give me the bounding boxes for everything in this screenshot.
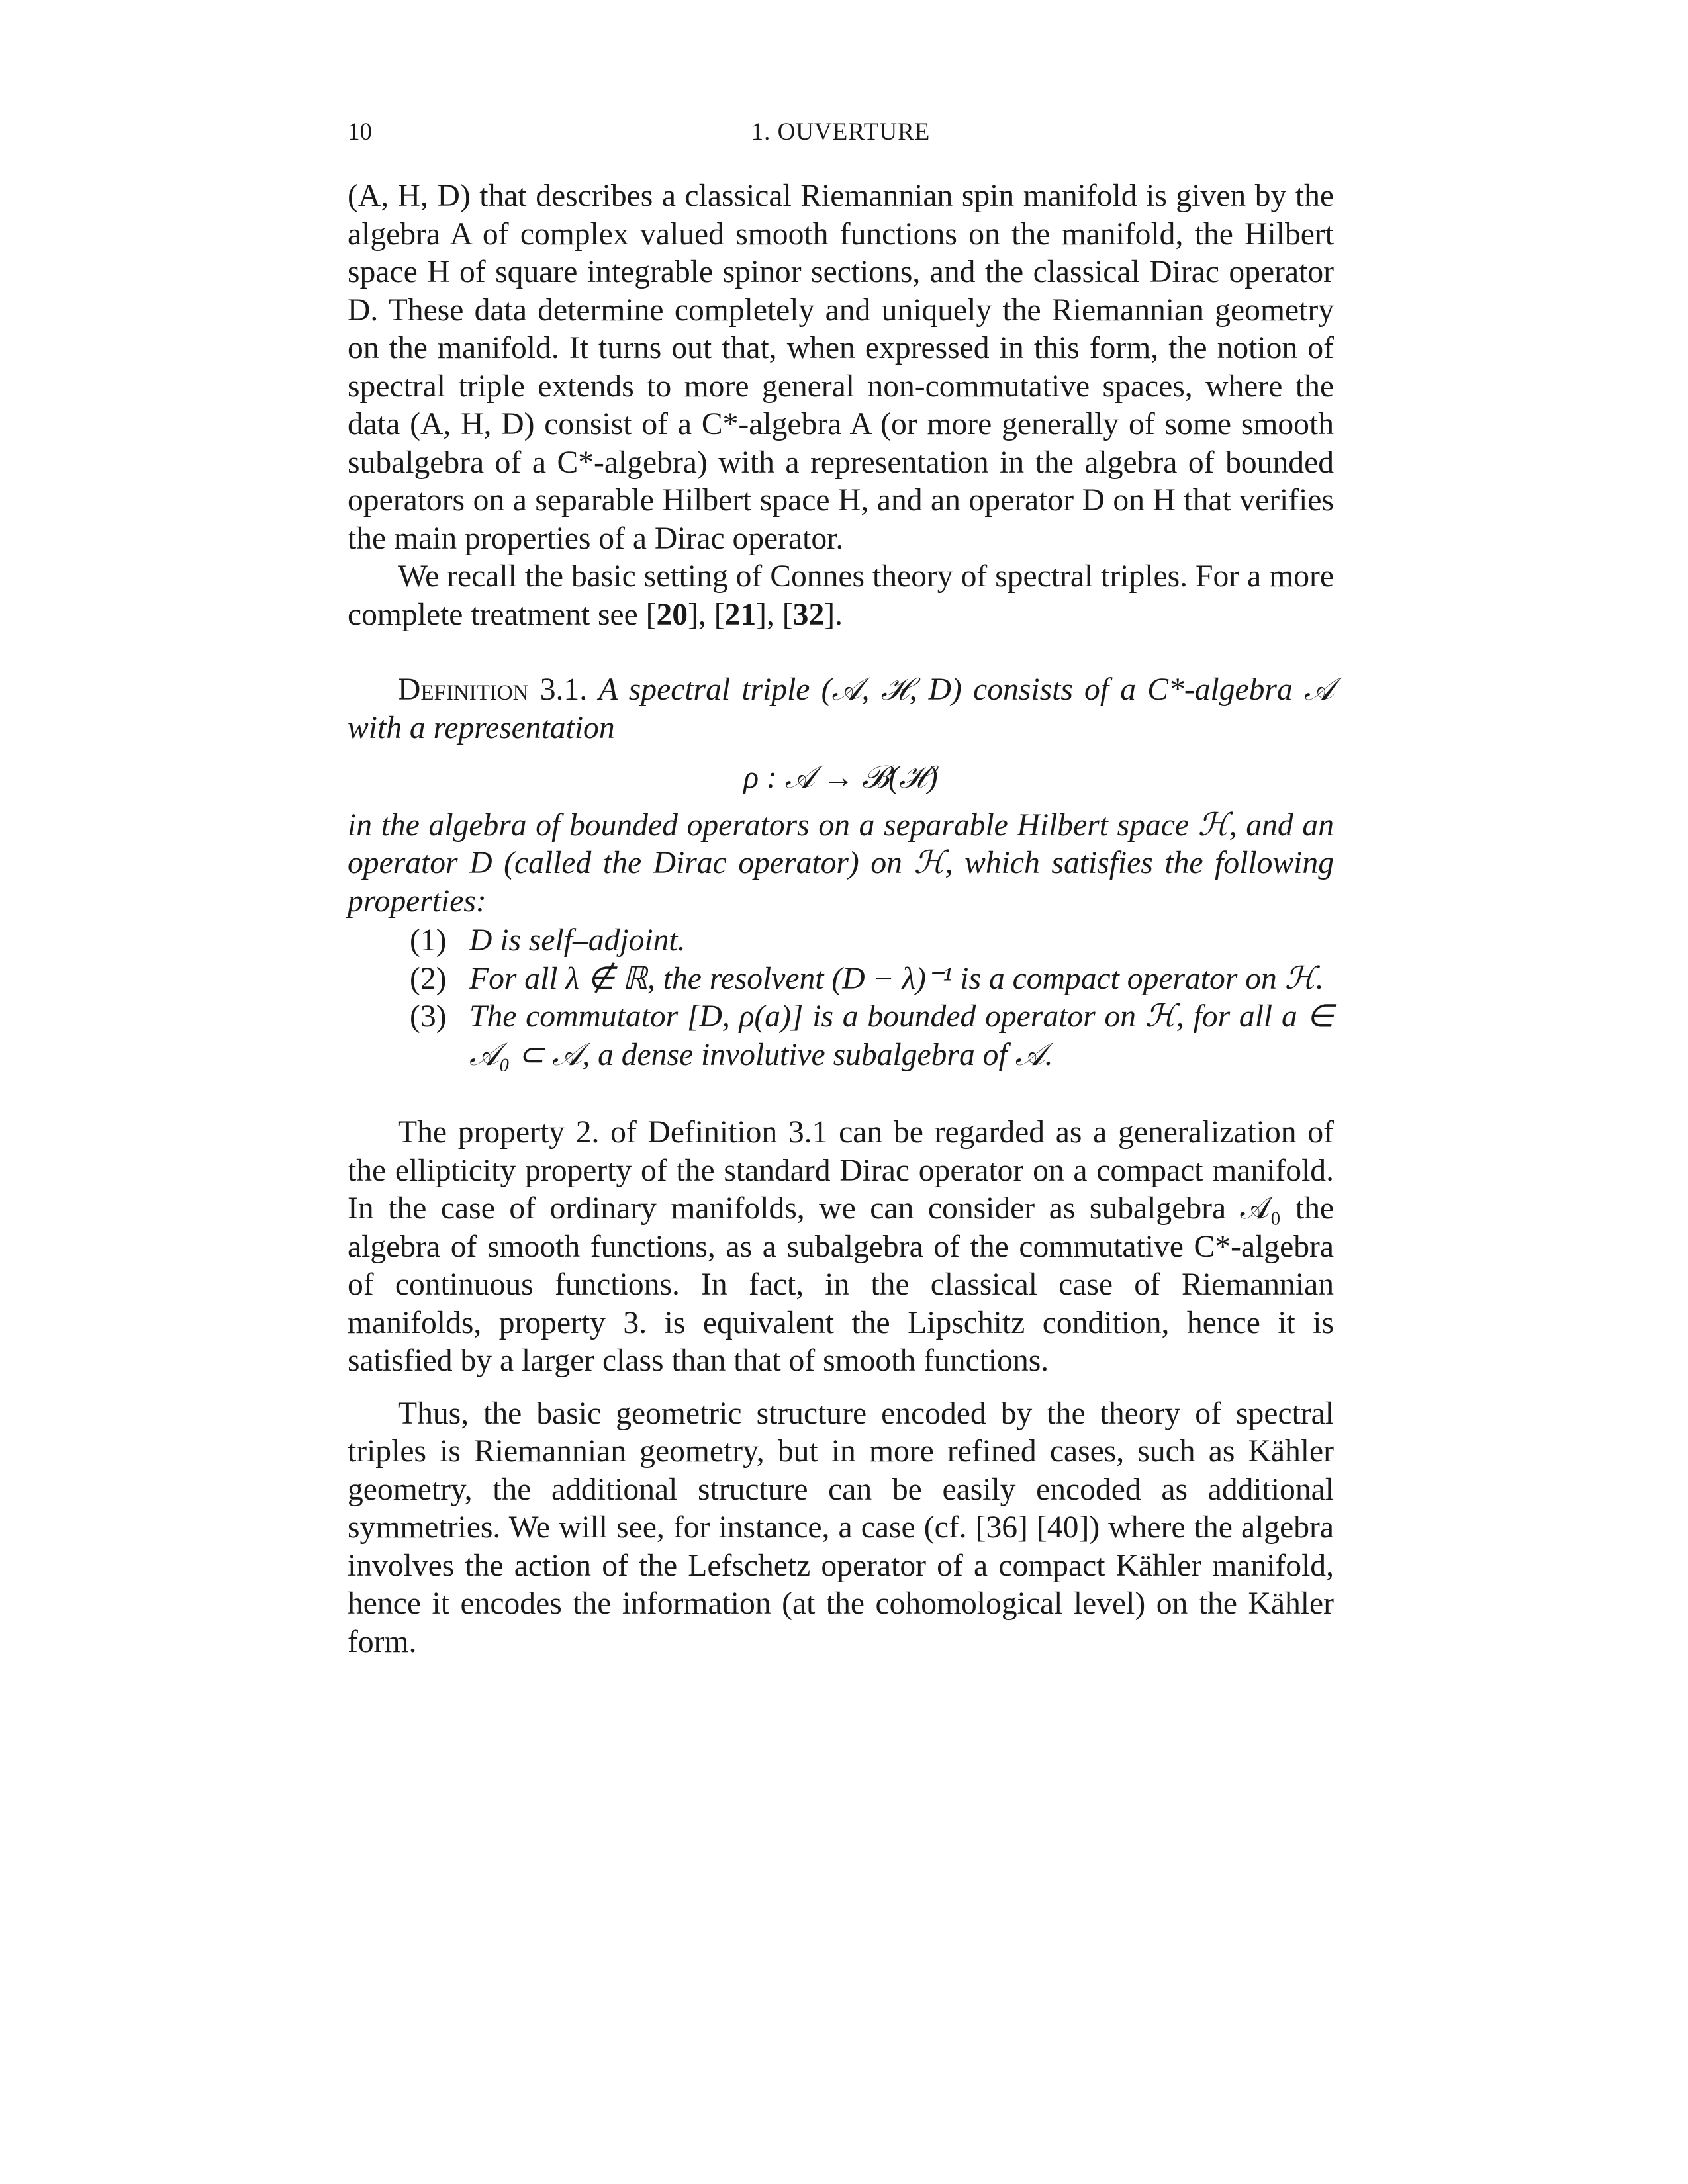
paragraph-3: The property 2. of Definition 3.1 can be regarded as a generalization of the ellipticity property of the standard Dirac operator on a compact manifold. In the case of ordinary manifolds, we can consider as subalgebra 𝒜₀ the algebra of smooth functions, as a subalgebra of the commutative C*-algebra of continuous functions. In fact, in the classical case of Riemannian manifolds, property 3. is equivalent the Lipschitz condition, hence it is satisfied by a larger class than that of smooth functions. <box>348 1115 1334 1378</box>
list-item <box>348 922 1334 960</box>
definition-statement: A spectral triple (𝒜, ℋ, D) consists of a C*-algebra 𝒜 with a representation <box>348 672 1334 745</box>
running-header <box>348 118 1334 155</box>
citation-32: 32 <box>792 597 825 632</box>
definition-intro <box>348 671 1334 747</box>
item-text: The commutator [D, ρ(a)] is a bounded operator on ℋ, for all a ∈ 𝒜₀ ⊂ 𝒜, a dense involutive subalgebra of 𝒜. <box>469 999 1334 1072</box>
text-body <box>348 177 1334 1661</box>
page-number: 10 <box>348 118 372 146</box>
citation-21: 21 <box>724 597 757 632</box>
item-text: For all λ ∉ ℝ, the resolvent (D − λ)⁻¹ is a compact operator on ℋ. <box>469 961 1324 996</box>
item-text: D is self–adjoint. <box>469 923 686 958</box>
property-list <box>348 922 1334 1074</box>
paragraph-4: Thus, the basic geometric structure encoded by the theory of spectral triples is Riemannian geometry, but in more refined cases, such as Kähler geometry, the additional structure can be easily encoded as additional symmetries. We will see, for instance, a case (cf. [36] [40]) where the algebra involves the action of the Lefschetz operator of a compact Kähler manifold, hence it encodes the information (at the cohomological level) on the Kähler form. <box>348 1396 1334 1659</box>
display-formula: ρ : 𝒜 → ℬ(ℋ) <box>743 760 938 795</box>
definition-continuation: in the algebra of bounded operators on a separable Hilbert space ℋ, and an operator D (called the Dirac operator) on ℋ, which satisfies the following properties: <box>348 807 1334 919</box>
list-item <box>348 998 1334 1074</box>
paragraph-1: (A, H, D) that describes a classical Riemannian spin manifold is given by the algebra A of complex valued smooth functions on the manifold, the Hilbert space H of square integrable spinor sections, and the classical Dirac operator D. These data determine completely and uniquely the Riemannian geometry on the manifold. It turns out that, when expressed in this form, the notion of spectral triple extends to more general non-commutative spaces, where the data (A, H, D) consist of a C*-algebra A (or more generally of some smooth subalgebra of a C*-algebra) with a representation in the algebra of bounded operators on a separable Hilbert space H, and an operator D on H that verifies the main properties of a Dirac operator. <box>348 179 1334 556</box>
item-number: (1) <box>410 923 447 958</box>
definition-label: Definition <box>398 672 529 707</box>
paragraph-2: We recall the basic setting of Connes theory of spectral triples. For a more complete treatment see [20], [21], [32]. <box>348 559 1334 632</box>
running-title: 1. OUVERTURE <box>751 118 931 146</box>
citation-20: 20 <box>656 597 688 632</box>
definition-block <box>348 671 1334 1074</box>
paragraph-2-text: We recall the basic setting of Connes theory of spectral triples. For a more complete treatment see <box>348 559 1334 632</box>
item-number: (2) <box>410 961 447 996</box>
item-number: (3) <box>410 999 447 1034</box>
definition-number: 3.1. <box>539 672 588 707</box>
list-item <box>348 960 1334 999</box>
